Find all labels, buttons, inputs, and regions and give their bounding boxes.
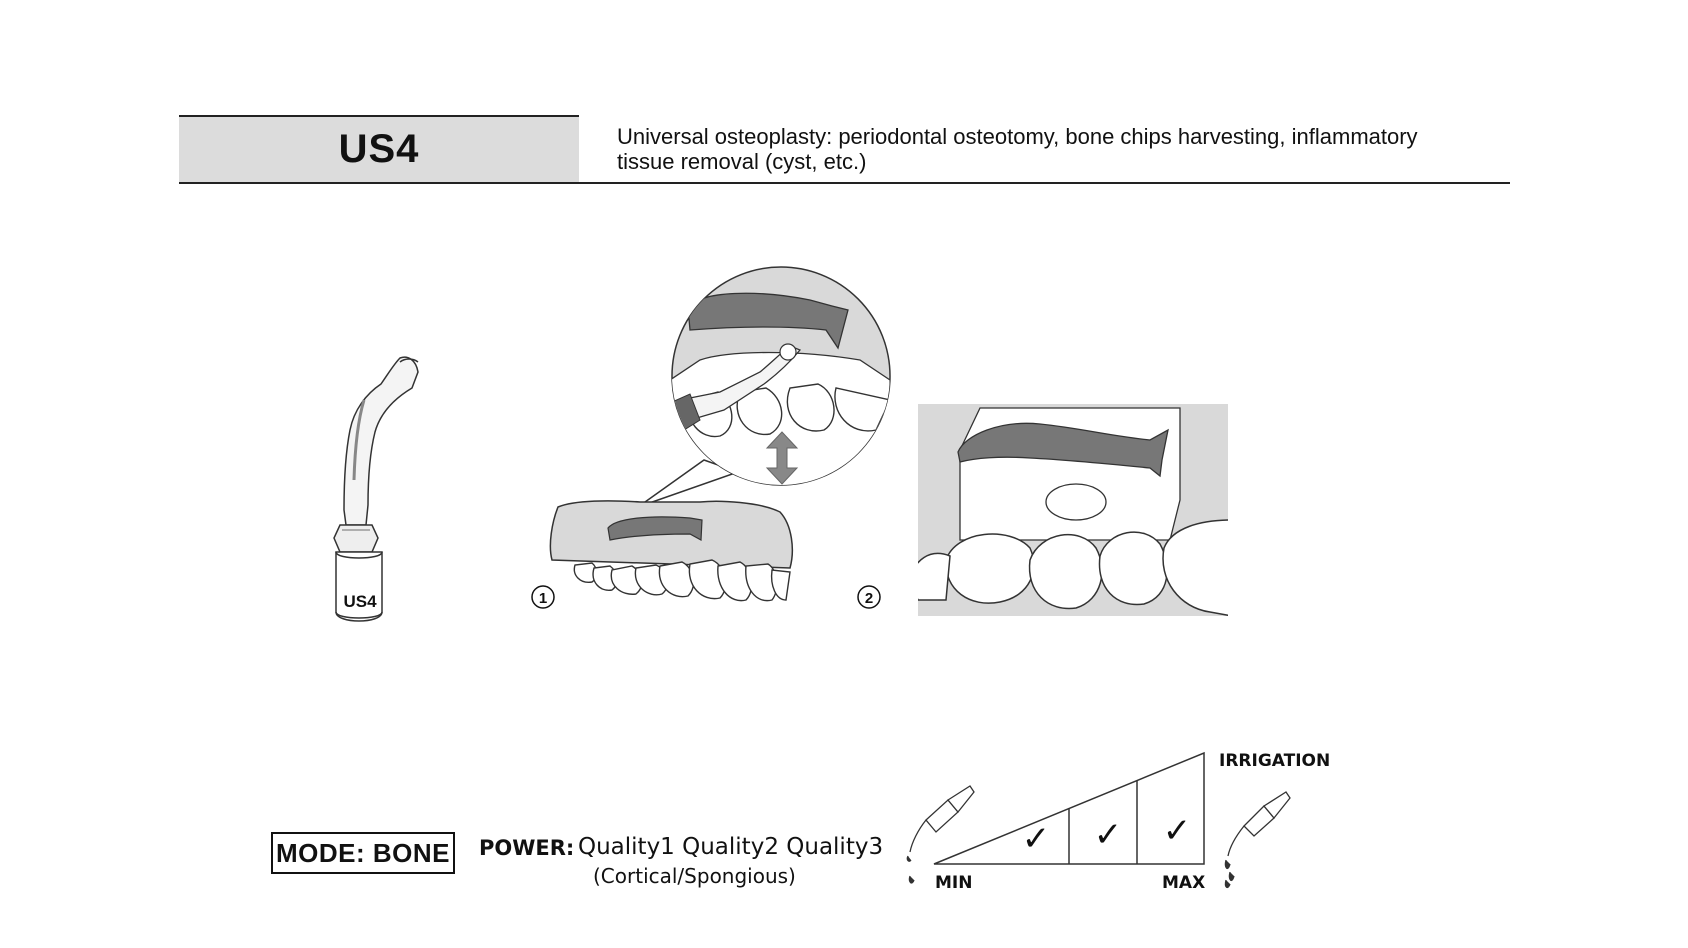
check-level-1: ✓ xyxy=(1021,819,1051,859)
irrigation-min-label: MIN xyxy=(935,873,973,893)
handpiece-min-icon xyxy=(907,786,974,883)
step-2-number: 2 xyxy=(864,590,874,607)
mode-badge: MODE: BONE xyxy=(271,832,455,874)
description-line-2: tissue removal (cyst, etc.) xyxy=(617,149,867,174)
scaler-tip-icon xyxy=(334,357,418,621)
tip-engraving: US4 xyxy=(343,592,377,611)
handpiece-max-icon xyxy=(1225,792,1290,887)
irrigation-max-label: MAX xyxy=(1162,873,1206,893)
power-label: POWER: xyxy=(479,836,575,860)
model-title: US4 xyxy=(179,117,579,182)
power-subtitle: (Cortical/Spongious) xyxy=(593,864,796,888)
description-line-1: Universal osteoplasty: periodontal osteotomy, bone chips harvesting, inflammatory xyxy=(617,124,1418,149)
step-1-number: 1 xyxy=(538,590,548,607)
power-qualities: Quality1 Quality2 Quality3 xyxy=(578,834,884,860)
check-level-3: ✓ xyxy=(1162,811,1192,851)
irrigation-title: IRRIGATION xyxy=(1219,751,1331,771)
check-level-2: ✓ xyxy=(1093,815,1123,855)
jaw-figure-2 xyxy=(910,404,1232,616)
